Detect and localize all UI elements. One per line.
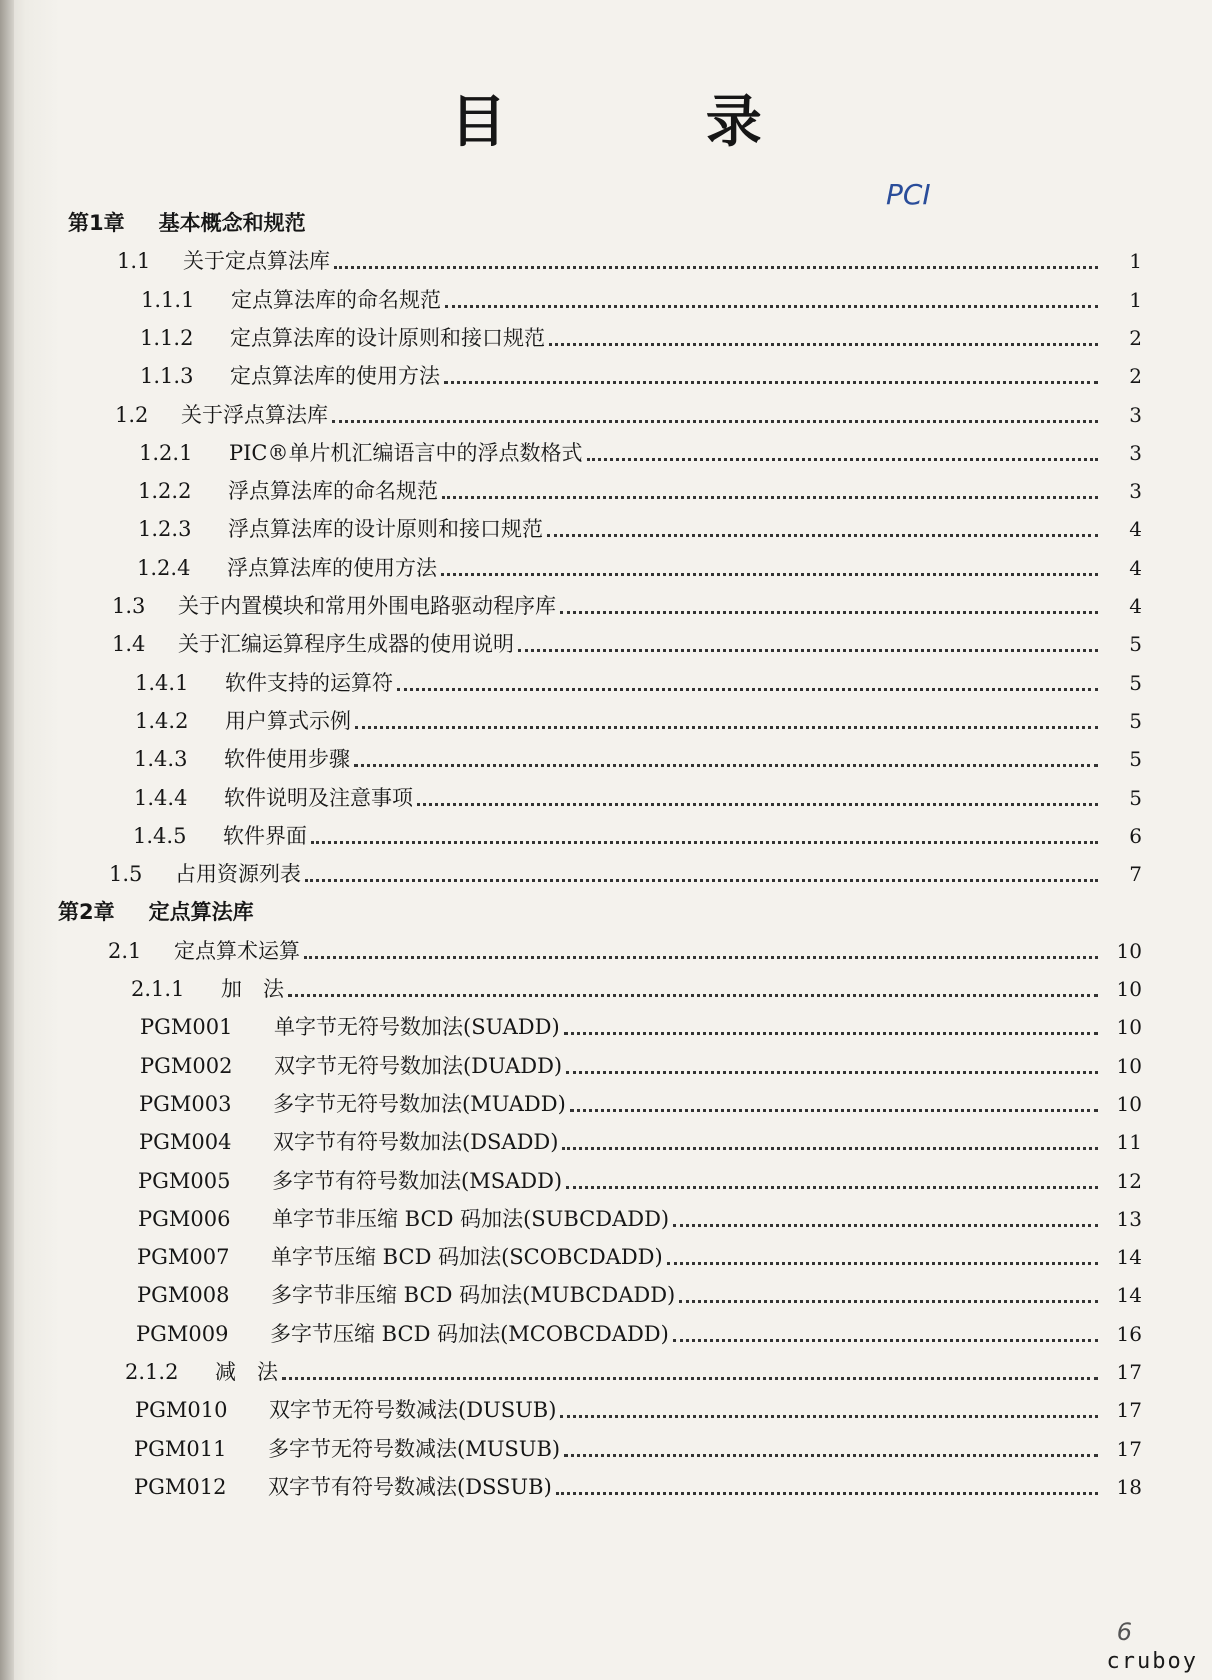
dot-leader [441, 573, 1098, 576]
entry-number: PGM008 [137, 1283, 230, 1307]
toc-entry [138, 474, 1142, 508]
entry-title: 多字节无符号数减法(MUSUB) [268, 1437, 561, 1461]
page-number: 7 [1129, 862, 1142, 886]
entry-number: 1.1 [117, 249, 151, 273]
page-number: 17 [1116, 1398, 1142, 1422]
page-number: 17 [1116, 1360, 1142, 1384]
page-number: 17 [1116, 1437, 1142, 1461]
toc-entry [135, 666, 1142, 700]
entry-title: 多字节无符号数加法(MUADD) [273, 1092, 566, 1116]
toc-entry [125, 1355, 1142, 1389]
entry-number: 1.4.1 [135, 671, 189, 695]
entry-number: PGM012 [134, 1475, 227, 1499]
page-number: 3 [1129, 403, 1142, 427]
entry-number: 2.1.2 [125, 1360, 179, 1384]
entry-number: 1.2.2 [138, 479, 192, 503]
dot-leader [334, 266, 1098, 269]
dot-leader [549, 343, 1098, 346]
toc-entry [139, 1125, 1142, 1159]
dot-leader [304, 956, 1098, 959]
page-number: 14 [1116, 1245, 1142, 1269]
dot-leader [673, 1224, 1098, 1227]
dot-leader [679, 1300, 1098, 1303]
entry-title: PIC®单片机汇编语言中的浮点数格式 [229, 441, 583, 465]
entry-number: 2.1.1 [131, 977, 185, 1001]
toc-entry [134, 781, 1142, 815]
toc-entry [140, 1010, 1142, 1044]
toc-entry [137, 1240, 1142, 1274]
entry-number: 第2章 [58, 900, 115, 924]
page-number: 10 [1116, 977, 1142, 1001]
pencil-mark: 6 [1116, 1618, 1132, 1646]
toc-entry [141, 283, 1142, 317]
entry-title: 用户算式示例 [225, 709, 351, 733]
dot-leader [354, 764, 1098, 767]
page-number: 1 [1129, 249, 1142, 273]
dot-leader [288, 994, 1098, 997]
dot-leader [444, 381, 1098, 384]
toc-entry [138, 1202, 1142, 1236]
dot-leader [587, 458, 1099, 461]
entry-number: 1.1.2 [140, 326, 194, 350]
entry-title: 单字节无符号数加法(SUADD) [274, 1015, 560, 1039]
toc-entry [140, 1049, 1142, 1083]
dot-leader [311, 841, 1098, 844]
page-number: 2 [1129, 364, 1142, 388]
chapter-heading [58, 895, 1142, 929]
entry-number: PGM003 [139, 1092, 232, 1116]
entry-title: 基本概念和规范 [158, 211, 306, 235]
toc-entry [138, 512, 1142, 546]
chapter-heading [68, 206, 1142, 240]
dot-leader [564, 1454, 1098, 1457]
dot-leader [566, 1071, 1098, 1074]
entry-title: 软件说明及注意事项 [224, 786, 413, 810]
handwritten-note: PCI [886, 178, 931, 211]
entry-title: 占用资源列表 [175, 862, 301, 886]
page-number: 10 [1116, 1092, 1142, 1116]
entry-number: 1.1.1 [141, 288, 195, 312]
entry-title: 双字节无符号数减法(DUSUB) [269, 1398, 557, 1422]
dot-leader [397, 688, 1098, 691]
entry-title: 双字节无符号数加法(DUADD) [274, 1054, 563, 1078]
dot-leader [562, 1147, 1098, 1150]
dot-leader [442, 496, 1098, 499]
entry-title: 浮点算法库的使用方法 [227, 556, 437, 580]
entry-title: 软件使用步骤 [224, 747, 350, 771]
page-title: 目 录 [450, 90, 852, 155]
entry-number: 1.2 [115, 403, 149, 427]
entry-title: 关于定点算法库 [183, 249, 330, 273]
page-number: 3 [1129, 441, 1142, 465]
dot-leader [445, 305, 1098, 308]
dot-leader [556, 1492, 1098, 1495]
toc-entry [137, 551, 1142, 585]
page-number: 4 [1129, 517, 1142, 541]
entry-number: 1.4.5 [133, 824, 187, 848]
entry-number: 1.4.3 [134, 747, 188, 771]
toc-entry [139, 1087, 1142, 1121]
toc-entry [140, 321, 1142, 355]
dot-leader [566, 1186, 1098, 1189]
entry-number: PGM002 [140, 1054, 233, 1078]
toc-entry [140, 359, 1142, 393]
entry-title: 双字节有符号数减法(DSSUB) [268, 1475, 552, 1499]
page-number: 3 [1129, 479, 1142, 503]
page-number: 2 [1129, 326, 1142, 350]
toc-entry [117, 244, 1142, 278]
entry-number: PGM005 [138, 1169, 231, 1193]
entry-title: 单字节非压缩 BCD 码加法(SUBCDADD) [272, 1207, 670, 1231]
toc-entry [134, 742, 1142, 776]
footer-watermark: cruboy [1106, 1649, 1198, 1674]
page-number: 4 [1129, 556, 1142, 580]
entry-title: 定点算法库的使用方法 [230, 364, 440, 388]
entry-number: 第1章 [68, 211, 125, 235]
page-number: 5 [1129, 709, 1142, 733]
toc-entry [131, 972, 1142, 1006]
entry-number: PGM006 [138, 1207, 231, 1231]
page-number: 13 [1116, 1207, 1142, 1231]
page-number: 5 [1129, 671, 1142, 695]
dot-leader [667, 1262, 1098, 1265]
entry-number: PGM010 [135, 1398, 228, 1422]
entry-title: 加 法 [221, 977, 284, 1001]
toc-entry [134, 1470, 1142, 1504]
toc-entry [112, 589, 1142, 623]
toc-entry [133, 819, 1142, 853]
toc-entry [137, 1278, 1142, 1312]
dot-leader [547, 534, 1098, 537]
dot-leader [560, 1415, 1098, 1418]
page-number: 18 [1116, 1475, 1142, 1499]
dot-leader [564, 1032, 1098, 1035]
toc-entry [136, 1317, 1142, 1351]
toc-entry [112, 627, 1142, 661]
page-number: 14 [1116, 1283, 1142, 1307]
entry-number: 1.3 [112, 594, 146, 618]
toc-entry [115, 398, 1142, 432]
entry-title: 多字节压缩 BCD 码加法(MCOBCDADD) [270, 1322, 669, 1346]
entry-number: PGM007 [137, 1245, 230, 1269]
toc-entry [138, 1164, 1142, 1198]
entry-number: 1.2.1 [139, 441, 193, 465]
toc-entry [135, 704, 1142, 738]
page-number: 5 [1129, 632, 1142, 656]
dot-leader [673, 1339, 1098, 1342]
entry-title: 关于汇编运算程序生成器的使用说明 [178, 632, 514, 656]
toc-entry [135, 1393, 1142, 1427]
dot-leader [305, 879, 1098, 882]
page-number: 10 [1116, 939, 1142, 963]
entry-number: 2.1 [108, 939, 142, 963]
entry-title: 多字节有符号数加法(MSADD) [272, 1169, 563, 1193]
entry-title: 定点算法库 [148, 900, 254, 924]
entry-number: PGM009 [136, 1322, 229, 1346]
page-number: 1 [1129, 288, 1142, 312]
dot-leader [570, 1109, 1098, 1112]
entry-title: 浮点算法库的设计原则和接口规范 [228, 517, 543, 541]
entry-number: 1.2.3 [138, 517, 192, 541]
entry-title: 双字节有符号数加法(DSADD) [273, 1130, 559, 1154]
dot-leader [560, 611, 1098, 614]
entry-number: 1.5 [109, 862, 143, 886]
page-number: 4 [1129, 594, 1142, 618]
entry-title: 减 法 [215, 1360, 278, 1384]
page-number: 5 [1129, 786, 1142, 810]
dot-leader [282, 1377, 1098, 1380]
entry-title: 软件支持的运算符 [225, 671, 393, 695]
page-number: 10 [1116, 1015, 1142, 1039]
entry-title: 关于浮点算法库 [181, 403, 328, 427]
page-number: 5 [1129, 747, 1142, 771]
entry-title: 定点算术运算 [174, 939, 300, 963]
entry-title: 软件界面 [223, 824, 307, 848]
dot-leader [355, 726, 1098, 729]
entry-number: 1.4.4 [134, 786, 188, 810]
dot-leader [332, 420, 1098, 423]
entry-number: PGM004 [139, 1130, 232, 1154]
dot-leader [518, 649, 1098, 652]
dot-leader [417, 803, 1098, 806]
entry-number: 1.4.2 [135, 709, 189, 733]
page-number: 12 [1116, 1169, 1142, 1193]
toc-entry [109, 857, 1142, 891]
page-number: 6 [1129, 824, 1142, 848]
entry-title: 定点算法库的命名规范 [231, 288, 441, 312]
entry-title: 关于内置模块和常用外围电路驱动程序库 [178, 594, 556, 618]
entry-number: 1.1.3 [140, 364, 194, 388]
toc-entry [134, 1432, 1142, 1466]
page-number: 11 [1116, 1130, 1142, 1154]
entry-number: 1.2.4 [137, 556, 191, 580]
page-number: 16 [1116, 1322, 1142, 1346]
entry-number: 1.4 [112, 632, 146, 656]
toc-entry [108, 934, 1142, 968]
toc-entry [139, 436, 1142, 470]
entry-title: 单字节压缩 BCD 码加法(SCOBCDADD) [271, 1245, 663, 1269]
entry-title: 定点算法库的设计原则和接口规范 [230, 326, 545, 350]
entry-number: PGM011 [134, 1437, 227, 1461]
page-number: 10 [1116, 1054, 1142, 1078]
entry-number: PGM001 [140, 1015, 233, 1039]
entry-title: 多字节非压缩 BCD 码加法(MUBCDADD) [271, 1283, 676, 1307]
entry-title: 浮点算法库的命名规范 [228, 479, 438, 503]
